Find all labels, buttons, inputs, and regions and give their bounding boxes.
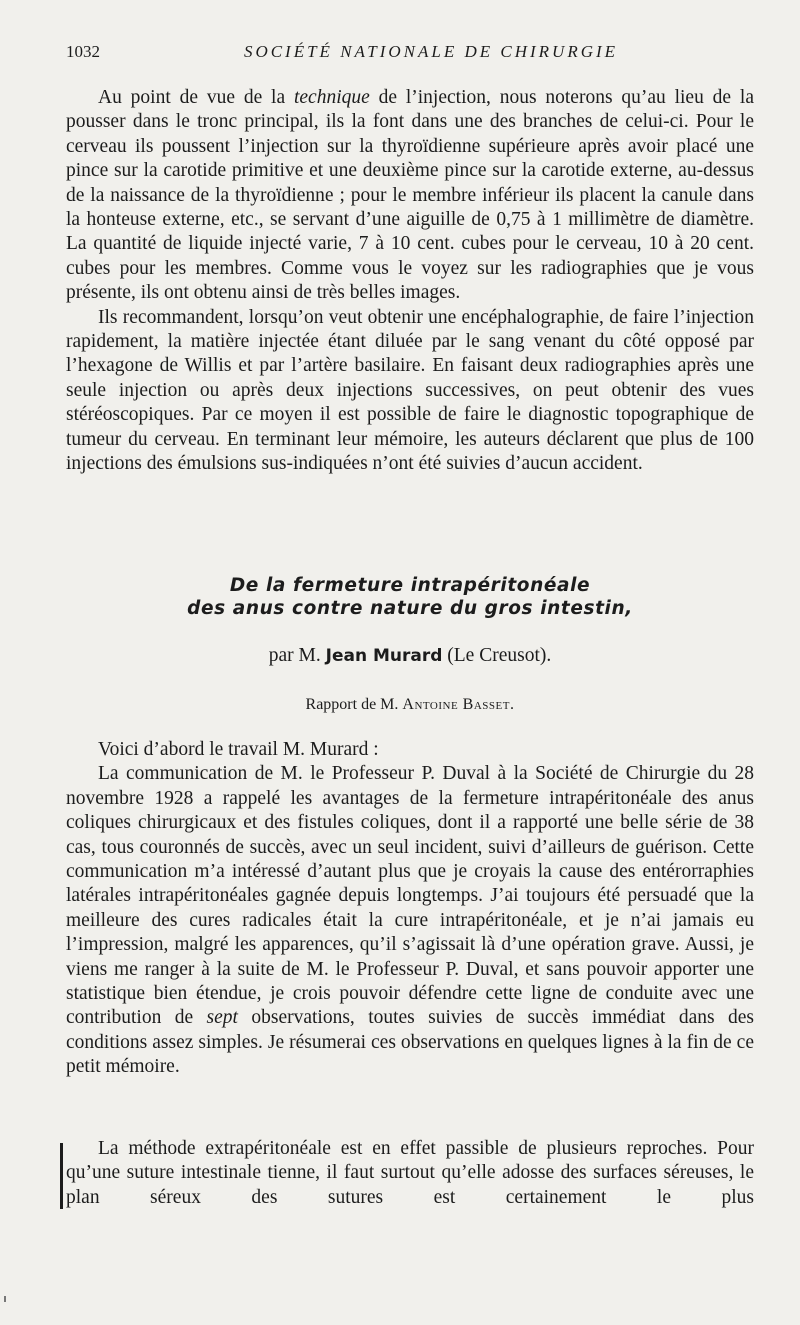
scan-mark xyxy=(4,1296,6,1302)
author-line xyxy=(66,645,754,667)
report-prefix: Rapport de M. xyxy=(305,696,403,713)
author-prefix: par M. xyxy=(268,645,326,666)
paragraph-communication xyxy=(66,762,754,1079)
intro-line: Voici d’abord le travail M. Murard : xyxy=(98,739,379,760)
running-title: SOCIÉTÉ NATIONALE DE CHIRURGIE xyxy=(243,42,619,61)
margin-bracket xyxy=(60,1143,63,1209)
article-title xyxy=(66,574,754,620)
section-murard-text xyxy=(66,738,754,1080)
page-header xyxy=(66,42,756,68)
article-title-line-1: De la fermeture intrapéritonéale xyxy=(229,575,591,596)
author-location: (Le Creusot). xyxy=(447,645,552,666)
section-extraperitoneal-text xyxy=(66,1137,754,1210)
author-name: Jean Murard xyxy=(325,646,443,666)
paragraph-methode: La méthode extrapéritonéale est en effet passible de plusieurs reproches. Pour qu’une suture intestinale tienne, il faut surtout qu’elle adosse des surfaces séreuses, le plan séreux des sutures est certainement le plus xyxy=(66,1138,754,1208)
reporter-name: Antoine Basset. xyxy=(402,696,515,713)
paragraph-text: Au point de vue de la xyxy=(98,87,294,108)
italic-term: sept xyxy=(206,1007,238,1029)
paragraph-text: observations, toutes suivies de succès immédiat dans des conditions assez simples. Je résumerai ces observations en quelques lignes à la fin de ce petit mémoire. xyxy=(66,1007,754,1078)
paragraph-text: La communication de M. le Professeur P. Duval à la Société de Chirurgie du 28 novembre 1928 a rappelé les avantages de la fermeture intrapéritonéale des anus coliques chirurgicaux et des fistules coliques, dont il a rapporté une belle série de 38 cas, tous couronnés de succès, avec un seul incident, suivi d’ailleurs de guérison. Cette communication m’a intéressé d’autant plus que je croyais la cause des entérorraphies latérales intrapéritonéales gagnée depuis longtemps. J’ai toujours été persuadé que la meilleure des cures radicales était la cure intrapéritonéale, et je n’ai jamais eu l’impression, malgré les apparences, qu’il s’agissait là d’une opération grave. Aussi, je viens me ranger à la suite de M. le Professeur P. Duval, et sans pouvoir apporter une statistique bien étendue, je crois pouvoir défendre cette ligne de conduite avec une contribution de xyxy=(66,763,754,1029)
paragraph-recommendations: Ils recommandent, lorsqu’on veut obtenir une encéphalographie, de faire l’injection rapidement, la matière injectée étant diluée par le sang venant du côté opposé par l’hexagone de Willis et par l’artère basilaire. En faisant deux radiographies après une seule injection ou après deux injections successives, on peut obtenir des vues stéréoscopiques. Par ce moyen il est possible de faire le diagnostic topographique de tumeur du cerveau. En terminant leur mémoire, les auteurs déclarent que plus de 100 injections des émulsions sus-indiquées n’ont été suivies d’aucun accident. xyxy=(66,306,754,475)
article-title-line-2: des anus contre nature du gros intestin, xyxy=(187,598,633,619)
paragraph-text: de l’injection, nous noterons qu’au lieu de la pousser dans le tronc principal, ils la font dans une des branches de celui-ci. Pour le cerveau ils poussent l’injection sur la thyroïdienne supérieure après avoir placé une pince sur la carotide primitive et une deuxième pince sur la carotide externe, au-dessus de la naissance de la thyroïdienne ; pour le membre inférieur ils placent la canule dans la honteuse externe, etc., se servant d’une aiguille de 0,75 à 1 millimètre de diamètre. La quantité de liquide injecté varie, 7 à 10 cent. cubes pour le cerveau, 10 à 20 cent. cubes pour les membres. Comme vous le voyez sur les radiographies que je vous présente, ils ont obtenu ainsi de très belles images. xyxy=(66,87,754,304)
section-injection-text xyxy=(66,86,754,477)
page-number: 1032 xyxy=(66,42,100,61)
report-line xyxy=(66,696,754,714)
italic-term: technique xyxy=(293,87,370,108)
paragraph-technique xyxy=(66,86,754,306)
